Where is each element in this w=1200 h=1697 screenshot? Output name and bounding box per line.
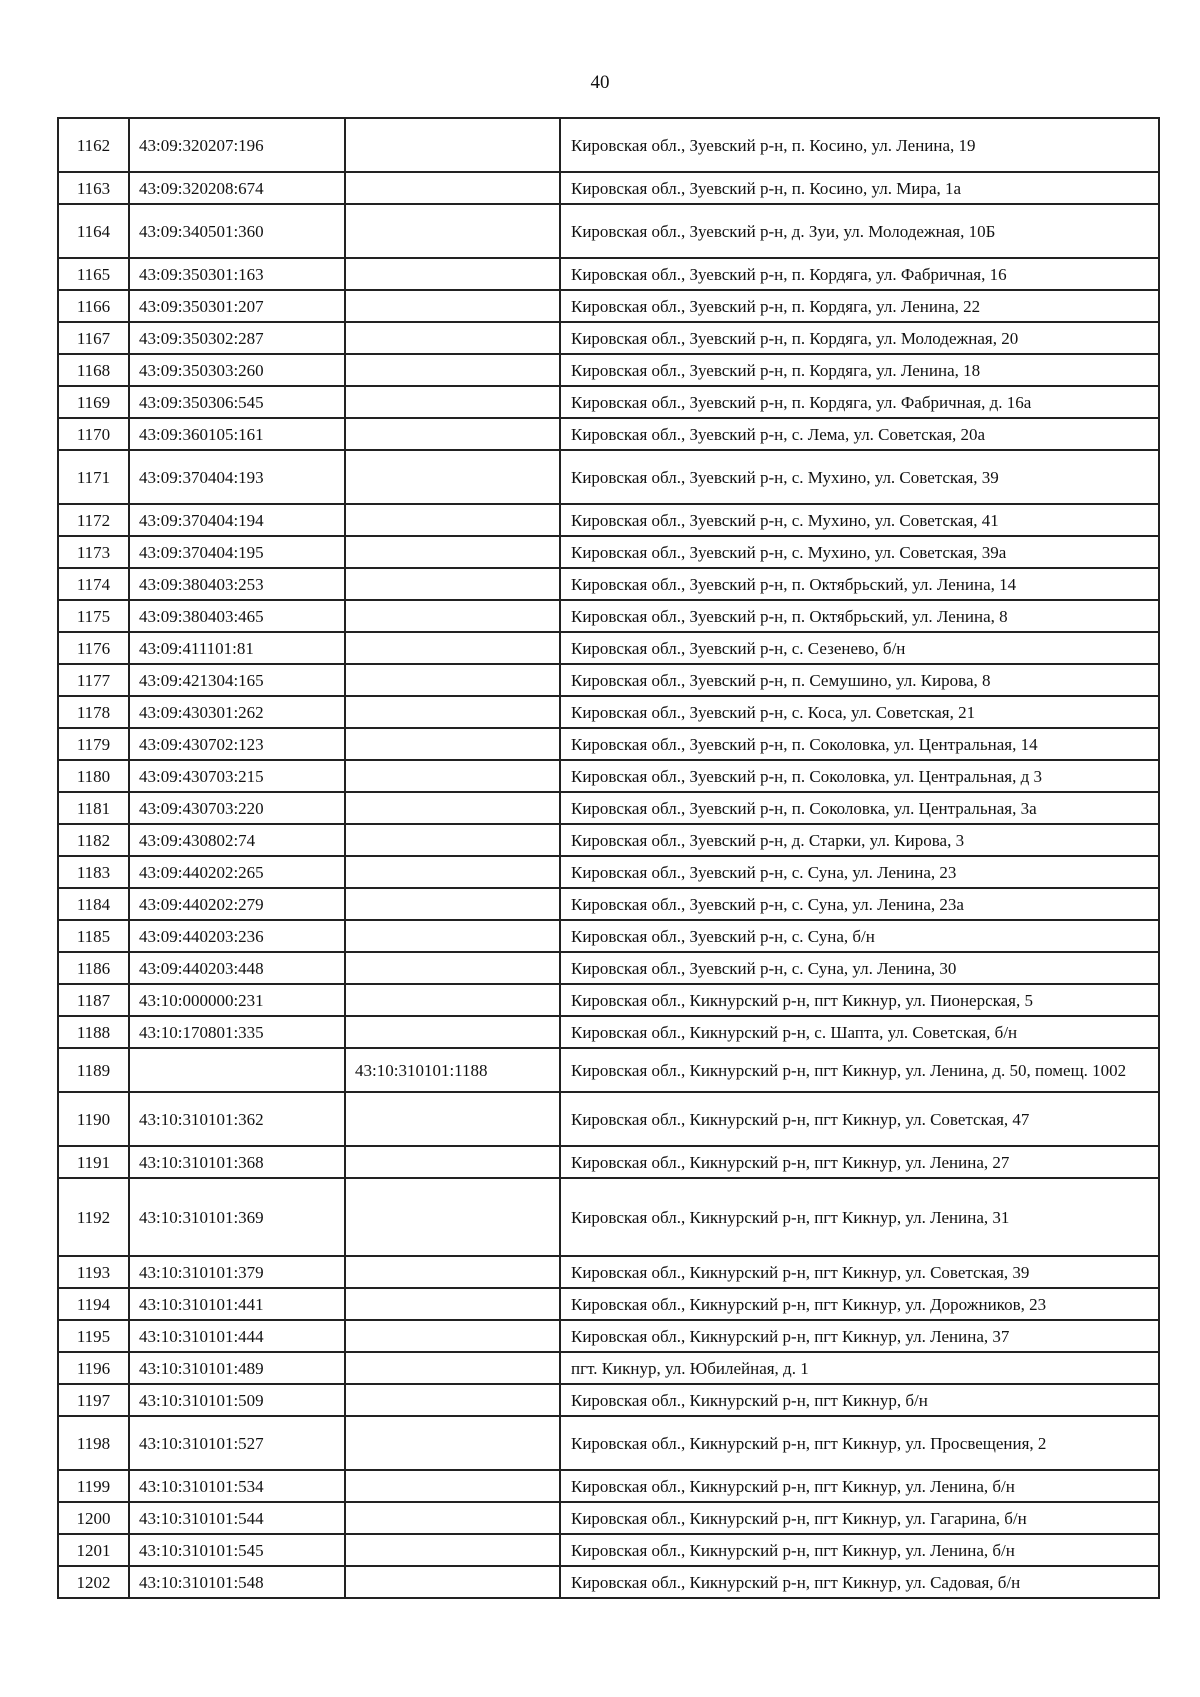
- cadastral-number-cell: 43:10:170801:335: [129, 1016, 345, 1048]
- cadastral-number-cell: 43:09:340501:360: [129, 204, 345, 258]
- row-number-cell: 1170: [58, 418, 129, 450]
- cadastral-number-cell: 43:09:440203:236: [129, 920, 345, 952]
- parent-cadastral-number-cell: [345, 824, 560, 856]
- parent-cadastral-number-cell: [345, 1092, 560, 1146]
- row-number-cell: 1163: [58, 172, 129, 204]
- cadastral-number-cell: 43:10:310101:527: [129, 1416, 345, 1470]
- table-row: [58, 450, 1159, 504]
- cadastral-number-cell: 43:09:380403:465: [129, 600, 345, 632]
- cadastral-number-cell: 43:10:310101:548: [129, 1566, 345, 1598]
- row-number-cell: 1177: [58, 664, 129, 696]
- table-row: [58, 856, 1159, 888]
- address-cell: Кировская обл., Кикнурский р-н, пгт Кикнур, ул. Дорожников, 23: [560, 1288, 1159, 1320]
- row-number-cell: 1162: [58, 118, 129, 172]
- address-cell: Кировская обл., Зуевский р-н, д. Старки, ул. Кирова, 3: [560, 824, 1159, 856]
- cadastral-number-cell: 43:10:310101:444: [129, 1320, 345, 1352]
- cadastral-number-cell: 43:09:430301:262: [129, 696, 345, 728]
- cadastral-number-cell: 43:09:350303:260: [129, 354, 345, 386]
- parent-cadastral-number-cell: [345, 204, 560, 258]
- cadastral-number-cell: 43:09:430703:220: [129, 792, 345, 824]
- row-number-cell: 1197: [58, 1384, 129, 1416]
- address-cell: Кировская обл., Зуевский р-н, с. Сезенево, б/н: [560, 632, 1159, 664]
- table-row: [58, 888, 1159, 920]
- row-number-cell: 1195: [58, 1320, 129, 1352]
- cadastral-number-cell: 43:09:440202:279: [129, 888, 345, 920]
- address-cell: Кировская обл., Зуевский р-н, п. Соколовка, ул. Центральная, д 3: [560, 760, 1159, 792]
- parent-cadastral-number-cell: [345, 386, 560, 418]
- address-cell: Кировская обл., Кикнурский р-н, пгт Кикнур, ул. Ленина, д. 50, помещ. 1002: [560, 1048, 1159, 1092]
- parent-cadastral-number-cell: [345, 1502, 560, 1534]
- table-row: [58, 952, 1159, 984]
- row-number-cell: 1201: [58, 1534, 129, 1566]
- cadastral-number-cell: 43:09:430702:123: [129, 728, 345, 760]
- parent-cadastral-number-cell: [345, 984, 560, 1016]
- cadastral-number-cell: 43:09:350306:545: [129, 386, 345, 418]
- row-number-cell: 1184: [58, 888, 129, 920]
- parent-cadastral-number-cell: [345, 1534, 560, 1566]
- table-row: [58, 386, 1159, 418]
- row-number-cell: 1180: [58, 760, 129, 792]
- table-row: [58, 632, 1159, 664]
- table-row: [58, 536, 1159, 568]
- table-row: [58, 1048, 1159, 1092]
- address-cell: Кировская обл., Кикнурский р-н, с. Шапта, ул. Советская, б/н: [560, 1016, 1159, 1048]
- parent-cadastral-number-cell: [345, 418, 560, 450]
- parent-cadastral-number-cell: [345, 664, 560, 696]
- parent-cadastral-number-cell: [345, 1256, 560, 1288]
- table-row: [58, 1534, 1159, 1566]
- address-cell: Кировская обл., Кикнурский р-н, пгт Кикнур, ул. Ленина, б/н: [560, 1470, 1159, 1502]
- row-number-cell: 1192: [58, 1178, 129, 1256]
- cadastral-number-cell: 43:09:440202:265: [129, 856, 345, 888]
- row-number-cell: 1165: [58, 258, 129, 290]
- row-number-cell: 1190: [58, 1092, 129, 1146]
- address-cell: Кировская обл., Кикнурский р-н, пгт Кикнур, ул. Советская, 47: [560, 1092, 1159, 1146]
- parent-cadastral-number-cell: [345, 1384, 560, 1416]
- address-cell: Кировская обл., Зуевский р-н, с. Суна, ул. Ленина, 23: [560, 856, 1159, 888]
- row-number-cell: 1166: [58, 290, 129, 322]
- address-cell: Кировская обл., Зуевский р-н, с. Мухино, ул. Советская, 39а: [560, 536, 1159, 568]
- row-number-cell: 1175: [58, 600, 129, 632]
- table-row: [58, 1384, 1159, 1416]
- table-row: [58, 1178, 1159, 1256]
- cadastral-number-cell: 43:09:320207:196: [129, 118, 345, 172]
- table-row: [58, 504, 1159, 536]
- address-cell: Кировская обл., Зуевский р-н, д. Зуи, ул. Молодежная, 10Б: [560, 204, 1159, 258]
- table-row: [58, 1416, 1159, 1470]
- row-number-cell: 1202: [58, 1566, 129, 1598]
- cadastral-number-cell: 43:09:380403:253: [129, 568, 345, 600]
- row-number-cell: 1194: [58, 1288, 129, 1320]
- parent-cadastral-number-cell: [345, 760, 560, 792]
- table-row: [58, 354, 1159, 386]
- address-cell: Кировская обл., Зуевский р-н, п. Октябрьский, ул. Ленина, 8: [560, 600, 1159, 632]
- table-row: [58, 118, 1159, 172]
- parent-cadastral-number-cell: [345, 568, 560, 600]
- address-cell: Кировская обл., Зуевский р-н, с. Суна, ул. Ленина, 23а: [560, 888, 1159, 920]
- page-number: 40: [590, 72, 610, 93]
- parent-cadastral-number-cell: [345, 1016, 560, 1048]
- table-row: [58, 172, 1159, 204]
- cadastral-number-cell: 43:10:310101:379: [129, 1256, 345, 1288]
- cadastral-number-cell: 43:09:440203:448: [129, 952, 345, 984]
- row-number-cell: 1168: [58, 354, 129, 386]
- address-cell: Кировская обл., Зуевский р-н, п. Октябрьский, ул. Ленина, 14: [560, 568, 1159, 600]
- cadastral-number-cell: 43:09:370404:193: [129, 450, 345, 504]
- table-row: [58, 290, 1159, 322]
- parent-cadastral-number-cell: [345, 632, 560, 664]
- address-cell: Кировская обл., Кикнурский р-н, пгт Кикнур, ул. Советская, 39: [560, 1256, 1159, 1288]
- cadastral-number-cell: 43:09:370404:194: [129, 504, 345, 536]
- table-row: [58, 984, 1159, 1016]
- table-row: [58, 204, 1159, 258]
- table-row: [58, 1146, 1159, 1178]
- table-row: [58, 1470, 1159, 1502]
- parent-cadastral-number-cell: [345, 920, 560, 952]
- cadastral-number-cell: [129, 1048, 345, 1092]
- row-number-cell: 1182: [58, 824, 129, 856]
- cadastral-number-cell: 43:10:310101:369: [129, 1178, 345, 1256]
- table-row: [58, 322, 1159, 354]
- row-number-cell: 1196: [58, 1352, 129, 1384]
- cadastral-number-cell: 43:09:360105:161: [129, 418, 345, 450]
- row-number-cell: 1191: [58, 1146, 129, 1178]
- table-row: [58, 1016, 1159, 1048]
- address-cell: Кировская обл., Кикнурский р-н, пгт Кикнур, ул. Ленина, 27: [560, 1146, 1159, 1178]
- table-row: [58, 824, 1159, 856]
- address-cell: Кировская обл., Зуевский р-н, п. Кордяга, ул. Молодежная, 20: [560, 322, 1159, 354]
- parent-cadastral-number-cell: [345, 354, 560, 386]
- row-number-cell: 1189: [58, 1048, 129, 1092]
- address-cell: Кировская обл., Кикнурский р-н, пгт Кикнур, ул. Ленина, 31: [560, 1178, 1159, 1256]
- table-row: [58, 258, 1159, 290]
- parent-cadastral-number-cell: [345, 258, 560, 290]
- table-row: [58, 1092, 1159, 1146]
- table-row: [58, 760, 1159, 792]
- table-row: [58, 568, 1159, 600]
- row-number-cell: 1167: [58, 322, 129, 354]
- cadastral-number-cell: 43:10:310101:489: [129, 1352, 345, 1384]
- table-row: [58, 728, 1159, 760]
- parent-cadastral-number-cell: [345, 792, 560, 824]
- row-number-cell: 1181: [58, 792, 129, 824]
- parent-cadastral-number-cell: [345, 1416, 560, 1470]
- cadastral-number-cell: 43:09:320208:674: [129, 172, 345, 204]
- row-number-cell: 1199: [58, 1470, 129, 1502]
- address-cell: Кировская обл., Зуевский р-н, п. Кордяга, ул. Ленина, 18: [560, 354, 1159, 386]
- registry-table-body: [58, 118, 1159, 1598]
- parent-cadastral-number-cell: [345, 1288, 560, 1320]
- row-number-cell: 1193: [58, 1256, 129, 1288]
- parent-cadastral-number-cell: [345, 504, 560, 536]
- address-cell: Кировская обл., Зуевский р-н, п. Кордяга, ул. Фабричная, 16: [560, 258, 1159, 290]
- property-registry-table: [57, 117, 1160, 1599]
- row-number-cell: 1174: [58, 568, 129, 600]
- table-row: [58, 1320, 1159, 1352]
- address-cell: Кировская обл., Зуевский р-н, п. Семушино, ул. Кирова, 8: [560, 664, 1159, 696]
- cadastral-number-cell: 43:10:000000:231: [129, 984, 345, 1016]
- address-cell: Кировская обл., Зуевский р-н, п. Соколовка, ул. Центральная, 3а: [560, 792, 1159, 824]
- table-row: [58, 920, 1159, 952]
- address-cell: Кировская обл., Зуевский р-н, с. Мухино, ул. Советская, 39: [560, 450, 1159, 504]
- address-cell: Кировская обл., Зуевский р-н, с. Мухино, ул. Советская, 41: [560, 504, 1159, 536]
- address-cell: Кировская обл., Зуевский р-н, п. Соколовка, ул. Центральная, 14: [560, 728, 1159, 760]
- cadastral-number-cell: 43:10:310101:441: [129, 1288, 345, 1320]
- address-cell: Кировская обл., Кикнурский р-н, пгт Кикнур, ул. Пионерская, 5: [560, 984, 1159, 1016]
- cadastral-number-cell: 43:10:310101:544: [129, 1502, 345, 1534]
- cadastral-number-cell: 43:10:310101:534: [129, 1470, 345, 1502]
- row-number-cell: 1186: [58, 952, 129, 984]
- row-number-cell: 1169: [58, 386, 129, 418]
- cadastral-number-cell: 43:09:430802:74: [129, 824, 345, 856]
- table-row: [58, 418, 1159, 450]
- table-row: [58, 1288, 1159, 1320]
- table-row: [58, 664, 1159, 696]
- address-cell: Кировская обл., Зуевский р-н, п. Кордяга, ул. Фабричная, д. 16а: [560, 386, 1159, 418]
- parent-cadastral-number-cell: 43:10:310101:1188: [345, 1048, 560, 1092]
- table-row: [58, 600, 1159, 632]
- parent-cadastral-number-cell: [345, 1566, 560, 1598]
- address-cell: Кировская обл., Зуевский р-н, п. Косино, ул. Ленина, 19: [560, 118, 1159, 172]
- parent-cadastral-number-cell: [345, 536, 560, 568]
- row-number-cell: 1171: [58, 450, 129, 504]
- parent-cadastral-number-cell: [345, 1178, 560, 1256]
- cadastral-number-cell: 43:09:421304:165: [129, 664, 345, 696]
- address-cell: Кировская обл., Кикнурский р-н, пгт Кикнур, б/н: [560, 1384, 1159, 1416]
- address-cell: Кировская обл., Кикнурский р-н, пгт Кикнур, ул. Ленина, б/н: [560, 1534, 1159, 1566]
- row-number-cell: 1179: [58, 728, 129, 760]
- parent-cadastral-number-cell: [345, 118, 560, 172]
- parent-cadastral-number-cell: [345, 1320, 560, 1352]
- cadastral-number-cell: 43:09:430703:215: [129, 760, 345, 792]
- address-cell: Кировская обл., Кикнурский р-н, пгт Кикнур, ул. Просвещения, 2: [560, 1416, 1159, 1470]
- address-cell: Кировская обл., Кикнурский р-н, пгт Кикнур, ул. Ленина, 37: [560, 1320, 1159, 1352]
- cadastral-number-cell: 43:09:350301:207: [129, 290, 345, 322]
- address-cell: Кировская обл., Зуевский р-н, с. Коса, ул. Советская, 21: [560, 696, 1159, 728]
- cadastral-number-cell: 43:10:310101:362: [129, 1092, 345, 1146]
- cadastral-number-cell: 43:09:350302:287: [129, 322, 345, 354]
- parent-cadastral-number-cell: [345, 696, 560, 728]
- address-cell: Кировская обл., Кикнурский р-н, пгт Кикнур, ул. Садовая, б/н: [560, 1566, 1159, 1598]
- parent-cadastral-number-cell: [345, 600, 560, 632]
- cadastral-number-cell: 43:09:411101:81: [129, 632, 345, 664]
- parent-cadastral-number-cell: [345, 1352, 560, 1384]
- address-cell: Кировская обл., Зуевский р-н, п. Кордяга, ул. Ленина, 22: [560, 290, 1159, 322]
- parent-cadastral-number-cell: [345, 450, 560, 504]
- cadastral-number-cell: 43:09:370404:195: [129, 536, 345, 568]
- cadastral-number-cell: 43:10:310101:509: [129, 1384, 345, 1416]
- address-cell: Кировская обл., Зуевский р-н, с. Лема, ул. Советская, 20а: [560, 418, 1159, 450]
- parent-cadastral-number-cell: [345, 1470, 560, 1502]
- table-row: [58, 696, 1159, 728]
- table-row: [58, 1352, 1159, 1384]
- table-row: [58, 1566, 1159, 1598]
- row-number-cell: 1183: [58, 856, 129, 888]
- address-cell: пгт. Кикнур, ул. Юбилейная, д. 1: [560, 1352, 1159, 1384]
- cadastral-number-cell: 43:10:310101:545: [129, 1534, 345, 1566]
- parent-cadastral-number-cell: [345, 322, 560, 354]
- row-number-cell: 1178: [58, 696, 129, 728]
- row-number-cell: 1187: [58, 984, 129, 1016]
- address-cell: Кировская обл., Зуевский р-н, с. Суна, ул. Ленина, 30: [560, 952, 1159, 984]
- cadastral-number-cell: 43:09:350301:163: [129, 258, 345, 290]
- address-cell: Кировская обл., Зуевский р-н, с. Суна, б/н: [560, 920, 1159, 952]
- parent-cadastral-number-cell: [345, 888, 560, 920]
- parent-cadastral-number-cell: [345, 290, 560, 322]
- parent-cadastral-number-cell: [345, 728, 560, 760]
- row-number-cell: 1188: [58, 1016, 129, 1048]
- cadastral-number-cell: 43:10:310101:368: [129, 1146, 345, 1178]
- row-number-cell: 1185: [58, 920, 129, 952]
- parent-cadastral-number-cell: [345, 1146, 560, 1178]
- table-row: [58, 1502, 1159, 1534]
- address-cell: Кировская обл., Зуевский р-н, п. Косино, ул. Мира, 1а: [560, 172, 1159, 204]
- parent-cadastral-number-cell: [345, 856, 560, 888]
- row-number-cell: 1198: [58, 1416, 129, 1470]
- table-row: [58, 792, 1159, 824]
- parent-cadastral-number-cell: [345, 952, 560, 984]
- row-number-cell: 1172: [58, 504, 129, 536]
- parent-cadastral-number-cell: [345, 172, 560, 204]
- row-number-cell: 1173: [58, 536, 129, 568]
- row-number-cell: 1200: [58, 1502, 129, 1534]
- table-row: [58, 1256, 1159, 1288]
- row-number-cell: 1164: [58, 204, 129, 258]
- address-cell: Кировская обл., Кикнурский р-н, пгт Кикнур, ул. Гагарина, б/н: [560, 1502, 1159, 1534]
- row-number-cell: 1176: [58, 632, 129, 664]
